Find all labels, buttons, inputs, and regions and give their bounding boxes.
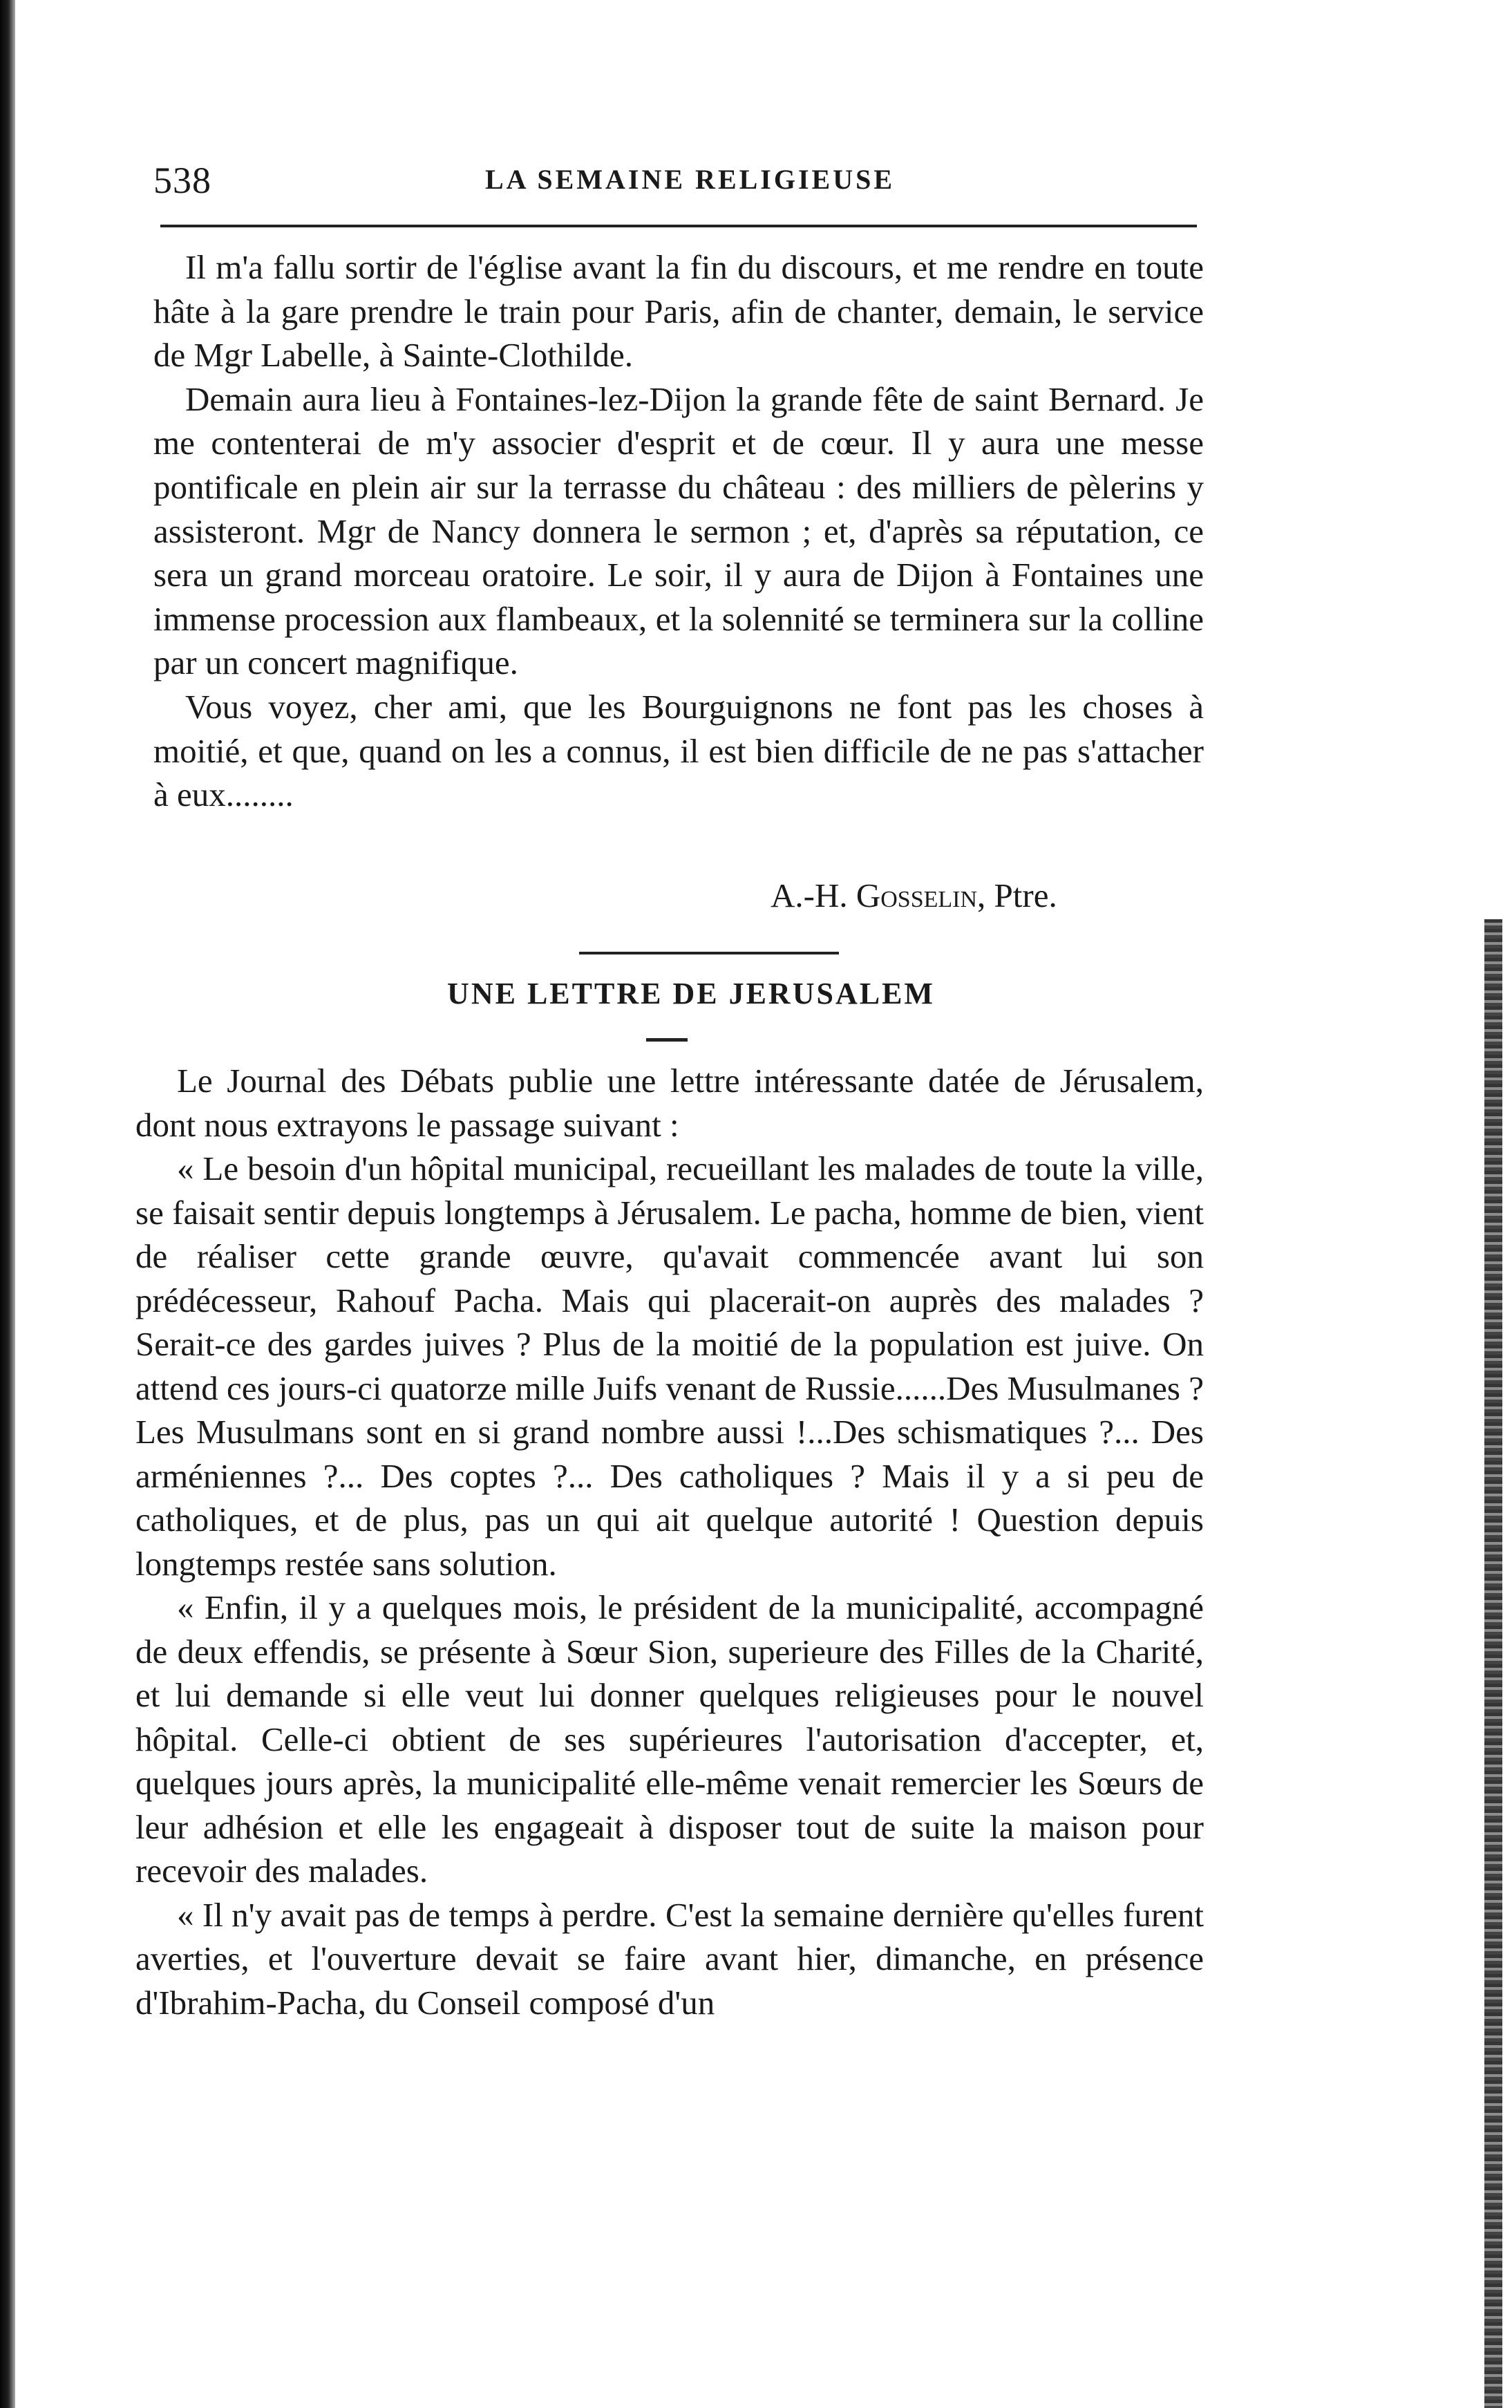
article-paragraph: « Le besoin d'un hôpital municipal, recueillant les malades de toute la ville, se faisait sentir depuis longtemps à Jérusalem. Le pacha, homme de bien, vient de réaliser cette grande œuvre, qu'avait commencée avant lui son prédécesseur, Rahouf Pacha. Mais qui placerait-on auprès des malades ? Serait-ce des gardes juives ? Plus de la moitié de la population est juive. On attend ces jours-ci quatorze mille Juifs venant de Russie......Des Musulmanes ? Les Musulmans sont en si grand nombre aussi !...Des schismatiques ?... Des arméniennes ?... Des coptes ?... Des catholiques ? Mais il y a si peu de catholiques, et de plus, pas un qui ait quelque autorité ! Question depuis longtemps restée sans solution.: [135, 1149, 1204, 1583]
letter-text: [153, 245, 1204, 817]
section-divider: [579, 952, 839, 954]
article-paragraph: Le Journal des Débats publie une lettre intéressante datée de Jérusalem, dont nous extrayons le passage suivant :: [135, 1062, 1204, 1144]
page-number: 538: [153, 160, 211, 201]
letter-paragraph: Vous voyez, cher ami, que les Bourguignons ne font pas les choses à moitié, et que, quand on les a connus, il est bien difficile de ne pas s'attacher à eux........: [153, 687, 1204, 814]
header-rule: [160, 225, 1197, 227]
article-text: [135, 1059, 1204, 2024]
article-title: UNE LETTRE DE JERUSALEM: [447, 977, 935, 1010]
signature-name: Gosselin: [856, 876, 978, 914]
signature-suffix: , Ptre.: [977, 876, 1057, 914]
letter-signature: [771, 875, 1057, 916]
letter-paragraph: Demain aura lieu à Fontaines-lez-Dijon la grande fête de saint Bernard. Je me contenterai de m'y associer d'esprit et de cœur. Il y aura une messe pontificale en plein air sur la terrasse du château : des milliers de pèlerins y assisteront. Mgr de Nancy donnera le sermon ; et, d'après sa réputation, ce sera un grand morceau oratoire. Le soir, il y aura de Dijon à Fontaines une immense procession aux flambeaux, et la solennité se terminera sur la colline par un concert magnifique.: [153, 379, 1204, 682]
letter-paragraph: Il m'a fallu sortir de l'église avant la fin du discours, et me rendre en toute hâte à la gare prendre le train pour Paris, afin de chanter, demain, le service de Mgr Labelle, à Sainte-Clothilde.: [153, 248, 1204, 375]
page-header: [153, 153, 1204, 202]
running-title: LA SEMAINE RELIGIEUSE: [485, 164, 896, 195]
title-dash: [646, 1038, 688, 1042]
signature-initials: A.-H.: [771, 876, 856, 914]
article-paragraph: « Il n'y avait pas de temps à perdre. C'est la semaine dernière qu'elles furent averties, et l'ouverture devait se faire avant hier, dimanche, en présence d'Ibrahim-Pacha, du Conseil composé d'un: [135, 1895, 1204, 2022]
article-paragraph: « Enfin, il y a quelques mois, le président de la municipalité, accompagné de deux effendis, se présente à Sœur Sion, superieure des Filles de la Charité, et lui demande si elle veut lui donner quelques religieuses pour le nouvel hôpital. Celle-ci obtient de ses supérieures l'autorisation d'accepter, et, quelques jours après, la municipalité elle-même venait remercier les Sœurs de leur adhésion et elle les engageait à disposer tout de suite la maison pour recevoir des malades.: [135, 1588, 1204, 1890]
